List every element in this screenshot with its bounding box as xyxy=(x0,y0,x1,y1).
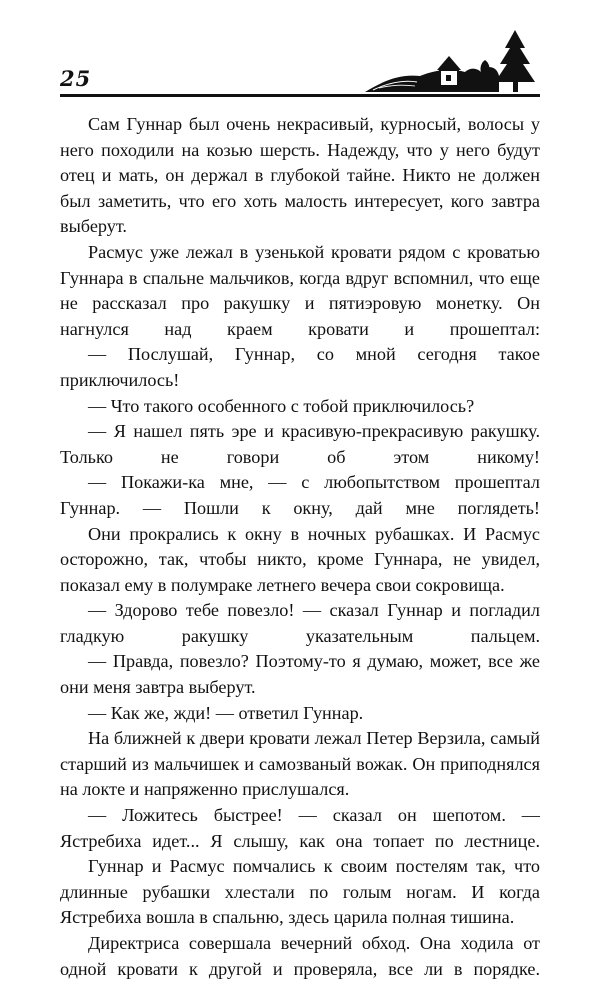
page-number: 25 xyxy=(60,66,92,91)
paragraph: На ближней к двери кровати лежал Петер Верзила, самый старший из мальчишек и самозваный вожак. Он приподнялся на локте и напряженно прислушался. xyxy=(60,728,540,800)
paragraph: — Здорово тебе повезло! — сказал Гуннар и погладил гладкую ракушку указательным пальцем. xyxy=(60,600,540,646)
paragraph: — Я нашел пять эре и красивую-прекрасивую ракушку. Только не говори об этом никому! xyxy=(60,421,540,467)
paragraph: Они прокрались к окну в ночных рубашках. И Расмус осторожно, так, чтобы никто, кроме Гуннара, не увидел, показал ему в полумраке летнего вечера свои сокровища. xyxy=(60,523,540,595)
paragraph: Директриса совершала вечерний обход. Она ходила от одной кровати к другой и проверяла, все ли в порядке. xyxy=(60,933,540,979)
page-header xyxy=(60,30,540,98)
paragraph: — Послушай, Гуннар, со мной сегодня такое приключилось! xyxy=(60,344,540,390)
paragraph: — Ложитесь быстрее! — сказал он шепотом. — Ястребиха идет... Я слышу, как она топает по лестнице. xyxy=(60,805,540,851)
paragraph: Сам Гуннар был очень некрасивый, курносый, волосы у него походили на козью шерсть. Надежду, что у него будут отец и мать, он держал в глубокой тайне. Никто не должен был заметить, что его хоть малость интересует, кого завтра выберут. xyxy=(60,114,540,237)
landscape-vignette-icon xyxy=(365,30,540,98)
header-rule xyxy=(60,94,540,97)
paragraph: Расмус уже лежал в узенькой кровати рядом с кроватью Гуннара в спальне мальчиков, когда вдруг вспомнил, что еще не рассказал про ракушку и пятиэровую монетку. Он нагнулся над краем кровати и прошептал: xyxy=(60,241,540,339)
text-body xyxy=(60,112,540,982)
paragraph: Гуннар и Расмус помчались к своим постелям так, что длинные рубашки хлестали по голым ногам. И когда Ястребиха вошла в спальню, здесь царила полная тишина. xyxy=(60,856,540,928)
paragraph: — Правда, повезло? Поэтому-то я думаю, может, все же они меня завтра выберут. xyxy=(60,651,540,698)
paragraph: — Как же, жди! — ответил Гуннар. xyxy=(88,702,364,723)
paragraph: — Что такого особенного с тобой приключилось? xyxy=(88,395,475,416)
paragraph: — Покажи-ка мне, — с любопытством прошептал Гуннар. — Пошли к окну, дай мне поглядеть! xyxy=(60,472,540,518)
